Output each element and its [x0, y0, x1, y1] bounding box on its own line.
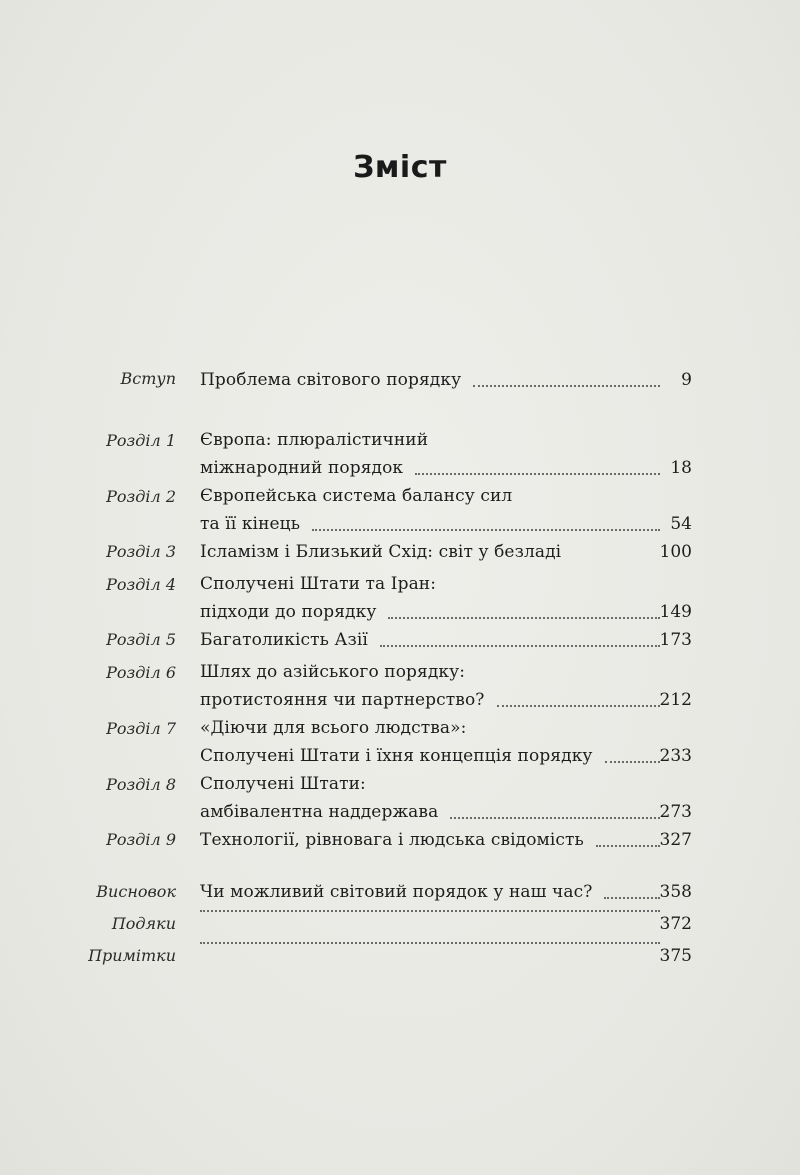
toc-title-line: Європейська система балансу сил	[200, 486, 513, 506]
toc-label: Розділ 1	[106, 431, 176, 450]
toc-title-line: протистояння чи партнерство?	[200, 690, 485, 710]
toc-page-number: 273	[659, 802, 692, 822]
toc-label: Висновок	[96, 882, 176, 901]
toc-page-number: 212	[659, 690, 692, 710]
toc-title	[200, 570, 670, 626]
toc-page-number: 372	[659, 914, 692, 934]
toc-page-number: 173	[659, 630, 692, 650]
toc-page-number: 18	[670, 458, 692, 478]
dot-leader	[200, 910, 660, 912]
toc-title-line: Чи можливий світовий порядок у наш час?	[200, 882, 593, 902]
dot-leader	[200, 942, 660, 944]
toc-title-line: підходи до порядку	[200, 602, 377, 622]
toc-page-number: 375	[659, 946, 692, 966]
toc-page-number: 358	[659, 882, 692, 902]
toc-label: Вступ	[120, 369, 176, 388]
toc-title-line: Шлях до азійського порядку:	[200, 662, 466, 682]
toc-title-line: «Діючи для всього людства»:	[200, 718, 467, 738]
toc-label: Розділ 9	[106, 830, 176, 849]
toc-page-number: 9	[681, 370, 692, 390]
toc-page-number: 100	[659, 542, 692, 562]
toc-label: Подяки	[111, 914, 176, 933]
toc-title-line: Сполучені Штати і їхня концепція порядку	[200, 746, 593, 766]
toc-page-number: 149	[659, 602, 692, 622]
toc-label: Розділ 6	[106, 663, 176, 682]
toc-title	[200, 538, 670, 566]
toc-label: Розділ 7	[106, 719, 176, 738]
toc-title-line: Ісламізм і Близький Схід: світ у безладі	[200, 542, 562, 562]
toc-title	[200, 426, 670, 482]
toc-title-line: Сполучені Штати та Іран:	[200, 574, 437, 594]
toc-title	[200, 942, 670, 951]
toc-title-line: Європа: плюралістичний	[200, 430, 429, 450]
toc-title-line: амбівалентна наддержава	[200, 802, 439, 822]
toc-title	[200, 770, 670, 826]
toc-title	[200, 878, 670, 906]
toc-label: Розділ 8	[106, 775, 176, 794]
toc-title-line: Технології, рівновага і людська свідомість	[200, 830, 584, 850]
dot-leader	[380, 645, 660, 647]
toc-label: Розділ 2	[106, 487, 176, 506]
toc-title	[200, 482, 670, 538]
toc-title	[200, 714, 670, 770]
toc-title	[200, 366, 670, 394]
toc-title	[200, 658, 670, 714]
toc-page-number: 327	[659, 830, 692, 850]
toc-title-line: Багатоликість Азії	[200, 630, 368, 650]
toc-title	[200, 626, 670, 654]
toc-label: Примітки	[88, 946, 176, 965]
toc-title-line: та її кінець	[200, 514, 301, 534]
page-title: Зміст	[353, 150, 447, 185]
toc-title	[200, 910, 670, 919]
toc-title-line: міжнародний порядок	[200, 458, 404, 478]
toc-page-number: 54	[670, 514, 692, 534]
toc-title	[200, 826, 670, 854]
toc-title-line: Проблема світового порядку	[200, 370, 462, 390]
toc-label: Розділ 3	[106, 542, 176, 561]
dot-leader	[312, 529, 660, 531]
toc-page-number: 233	[659, 746, 692, 766]
toc-label: Розділ 4	[106, 575, 176, 594]
toc-label: Розділ 5	[106, 630, 176, 649]
toc-title-line: Сполучені Штати:	[200, 774, 366, 794]
